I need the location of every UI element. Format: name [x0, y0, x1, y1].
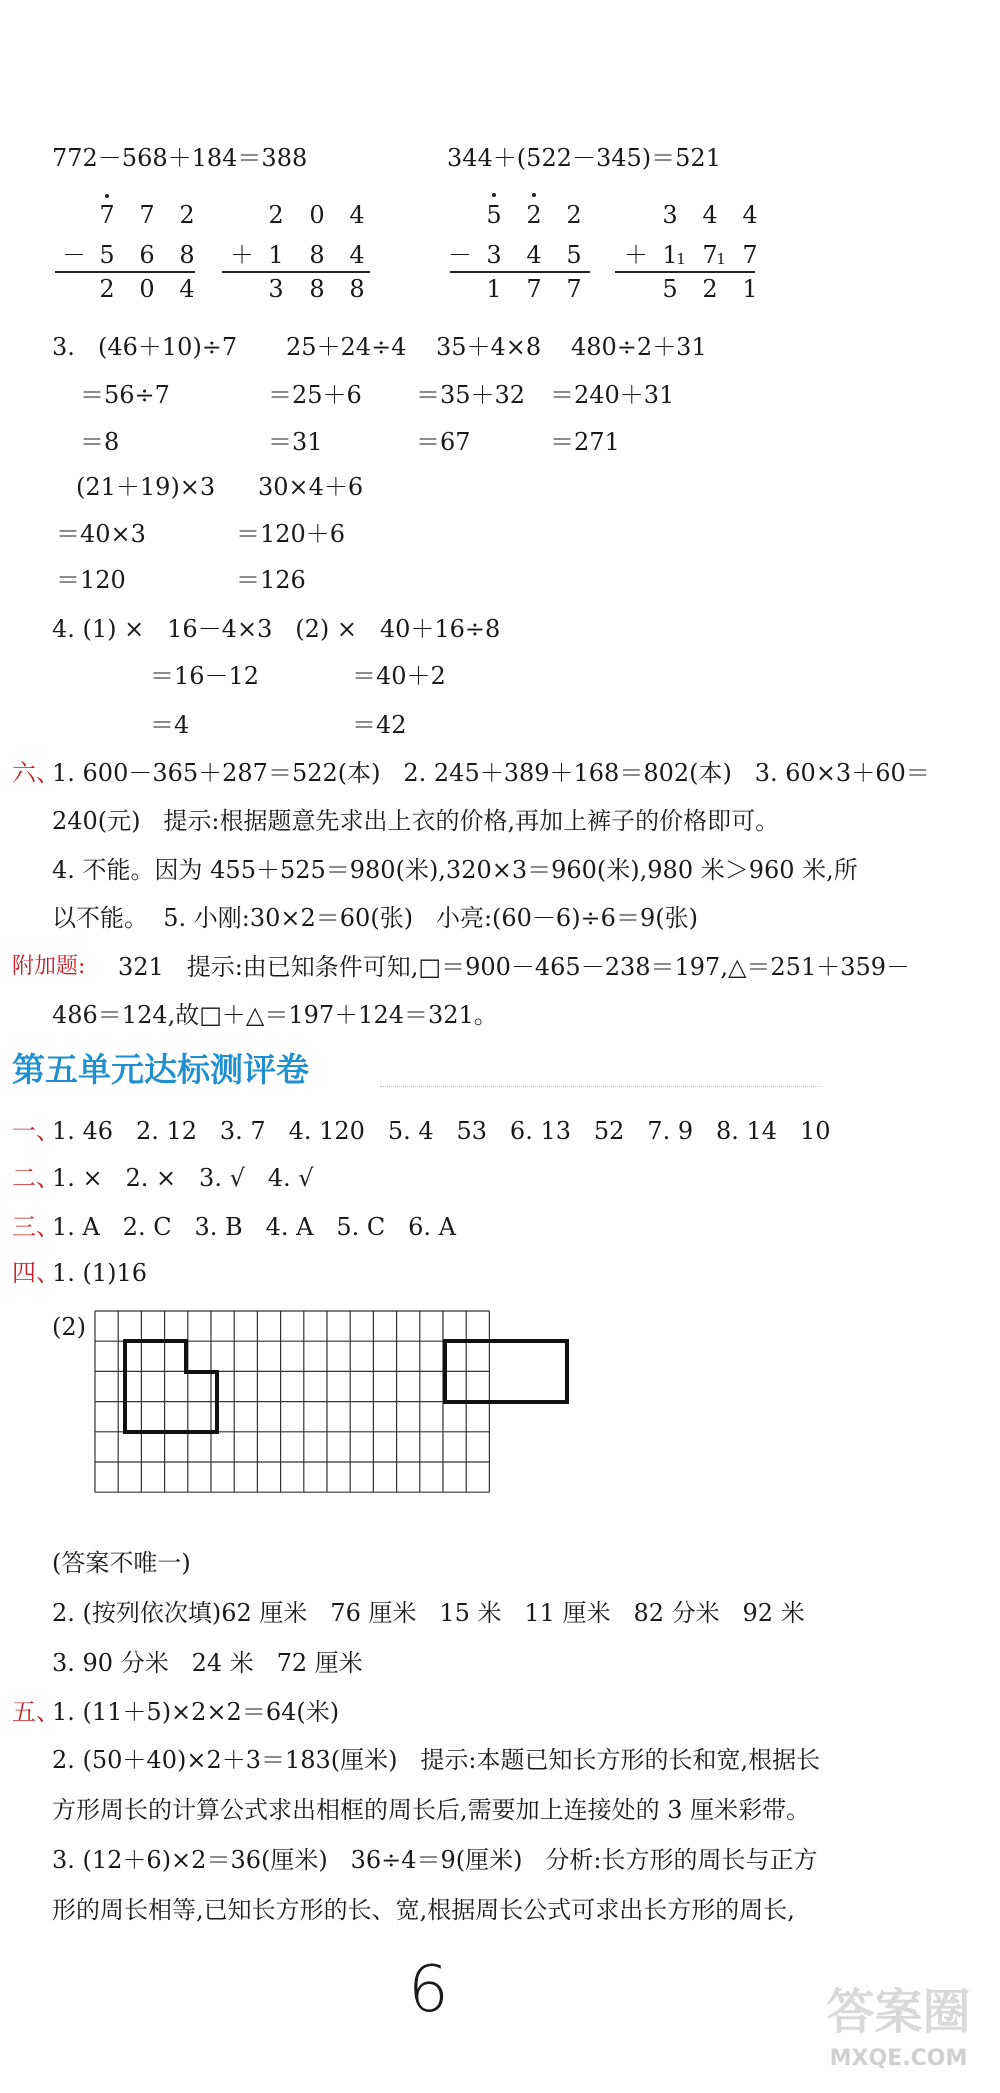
digit: 5: [566, 241, 582, 269]
q4-line: 4. (1) × 16－4×3 (2) × 40＋16÷8: [52, 615, 501, 643]
digit: 8: [309, 275, 325, 303]
digit: 4: [526, 241, 542, 269]
digit: 3: [662, 201, 678, 229]
digit: 1: [486, 275, 502, 303]
operator: ＋: [230, 241, 254, 269]
calc-step: ＝56÷7: [80, 381, 170, 409]
unit-title: 第五单元达标测评卷: [12, 1050, 309, 1089]
digit: 1: [268, 241, 284, 269]
digit: 4: [702, 201, 718, 229]
answer-line: 321 提示:由已知条件可知,□＝900－465－238＝197,△＝251＋359－: [118, 953, 911, 981]
answer-line: 2. (按列依次填)62 厘米 76 厘米 15 米 11 厘米 82 分米 92 米: [52, 1599, 805, 1627]
title-rule: [380, 1086, 820, 1087]
operator: －: [448, 241, 472, 269]
calc-step: ＝31: [268, 428, 323, 456]
calc-step: 35＋4×8: [436, 333, 542, 361]
digit: 4: [179, 275, 195, 303]
calc-step: ＝42: [352, 711, 407, 739]
answer-line: 1. A 2. C 3. B 4. A 5. C 6. A: [52, 1213, 456, 1241]
answer-line: 以不能。 5. 小刚:30×2＝60(张) 小亮:(60－6)÷6＝9(张): [52, 904, 698, 932]
digit: 7: [526, 275, 542, 303]
operator: －: [62, 241, 86, 269]
section-label: 五、: [12, 1698, 60, 1726]
square-grid-figure: [94, 1310, 634, 1504]
digit: 2: [268, 201, 284, 229]
calc-step: ＝240＋31: [550, 381, 675, 409]
calc-step: ＝40＋2: [352, 662, 446, 690]
calc-step: ＝25＋6: [268, 381, 362, 409]
digit: 8: [309, 241, 325, 269]
section-label: 六、: [12, 759, 60, 787]
calc-step: ＝4: [150, 711, 190, 739]
digit: 5: [486, 201, 502, 229]
watermark-logo-text: 答案圈: [826, 1984, 971, 2040]
answer-line: 方形周长的计算公式求出相框的周长后,需要加上连接处的 3 厘米彩带。: [52, 1796, 811, 1824]
shape-l-polygon: [125, 1341, 217, 1432]
digit: 8: [179, 241, 195, 269]
digit: 4: [742, 201, 758, 229]
answer-line: 4. 不能。因为 455＋525＝980(米),320×3＝960(米),980 米＞960 米,所: [52, 856, 858, 884]
digit: 7: [139, 201, 155, 229]
answer-line: 3. (12＋6)×2＝36(厘米) 36÷4＝9(厘米) 分析:长方形的周长与正方: [52, 1846, 818, 1874]
extra-label: 附加题:: [12, 954, 86, 979]
digit: 2: [526, 201, 542, 229]
section-label: 四、: [12, 1259, 60, 1287]
calc-step: 25＋24÷4: [286, 333, 407, 361]
answer-line: 1. (1)16: [52, 1259, 148, 1287]
digit: 6: [139, 241, 155, 269]
digit: 7: [566, 275, 582, 303]
digit: 1: [662, 241, 678, 269]
calc-step: ＝271: [550, 428, 620, 456]
calc-step: ＝120: [56, 566, 126, 594]
calc-step: (21＋19)×3: [76, 473, 216, 501]
grid-note: (答案不唯一): [52, 1549, 191, 1577]
digit: 2: [566, 201, 582, 229]
watermark-url: MXQE.COM: [829, 2046, 968, 2071]
calc-step: ＝126: [236, 566, 306, 594]
answer-line: 形的周长相等,已知长方形的长、宽,根据周长公式可求出长方形的周长,: [52, 1896, 795, 1924]
answer-line: 1. 600－365＋287＝522(本) 2. 245＋389＋168＝802(本) 3. 60×3＋60＝: [52, 759, 930, 787]
answer-line: 1. (11＋5)×2×2＝64(米): [52, 1698, 340, 1726]
section-label: 三、: [12, 1213, 60, 1241]
watermark-logo: [811, 1983, 986, 2083]
calc-step: 30×4＋6: [258, 473, 364, 501]
calc-step: ＝8: [80, 428, 120, 456]
digit: 2: [99, 275, 115, 303]
section-label: 一、: [12, 1117, 60, 1145]
digit: 0: [309, 201, 325, 229]
calc-step: ＝40×3: [56, 520, 146, 548]
page-number: 6: [408, 1953, 449, 2027]
equation-1: 772－568＋184＝388: [52, 144, 308, 172]
calc-step: ＝35＋32: [416, 381, 526, 409]
digit: 3: [268, 275, 284, 303]
digit: 3: [486, 241, 502, 269]
calc-step: (46＋10)÷7: [98, 333, 238, 361]
section-label: 二、: [12, 1164, 60, 1192]
calc-step: ＝67: [416, 428, 471, 456]
digit: 2: [179, 201, 195, 229]
digit: 7: [742, 241, 758, 269]
calc-step: ＝120＋6: [236, 520, 346, 548]
digit: 7: [99, 201, 115, 229]
operator: ＋: [624, 241, 648, 269]
answer-line: 240(元) 提示:根据题意先求出上衣的价格,再加上裤子的价格即可。: [52, 807, 780, 835]
calc-step: 480÷2＋31: [571, 333, 707, 361]
grid-lines: [95, 1311, 489, 1492]
digit: 4: [349, 241, 365, 269]
carry-digit: 1: [676, 250, 686, 268]
equation-2: 344＋(522－345)＝521: [447, 144, 721, 172]
digit: 0: [139, 275, 155, 303]
digit: 4: [349, 201, 365, 229]
digit: 1: [742, 275, 758, 303]
answer-line: 486＝124,故□＋△＝197＋124＝321。: [52, 1001, 498, 1029]
question-number: 3.: [52, 333, 75, 361]
digit: 5: [662, 275, 678, 303]
answer-line: 3. 90 分米 24 米 72 厘米: [52, 1649, 363, 1677]
carry-digit: 1: [716, 250, 726, 268]
digit: 7: [702, 241, 718, 269]
calc-step: ＝16－12: [150, 662, 260, 690]
digit: 2: [702, 275, 718, 303]
answer-line: 1. 46 2. 12 3. 7 4. 120 5. 4 53 6. 13 52 7. 9 8. 14 10: [52, 1117, 831, 1145]
answer-line: (2): [52, 1313, 86, 1341]
answer-line: 1. × 2. × 3. √ 4. √: [52, 1164, 314, 1192]
answer-line: 2. (50＋40)×2＋3＝183(厘米) 提示:本题已知长方形的长和宽,根据长: [52, 1746, 821, 1774]
digit: 8: [349, 275, 365, 303]
digit: 5: [99, 241, 115, 269]
